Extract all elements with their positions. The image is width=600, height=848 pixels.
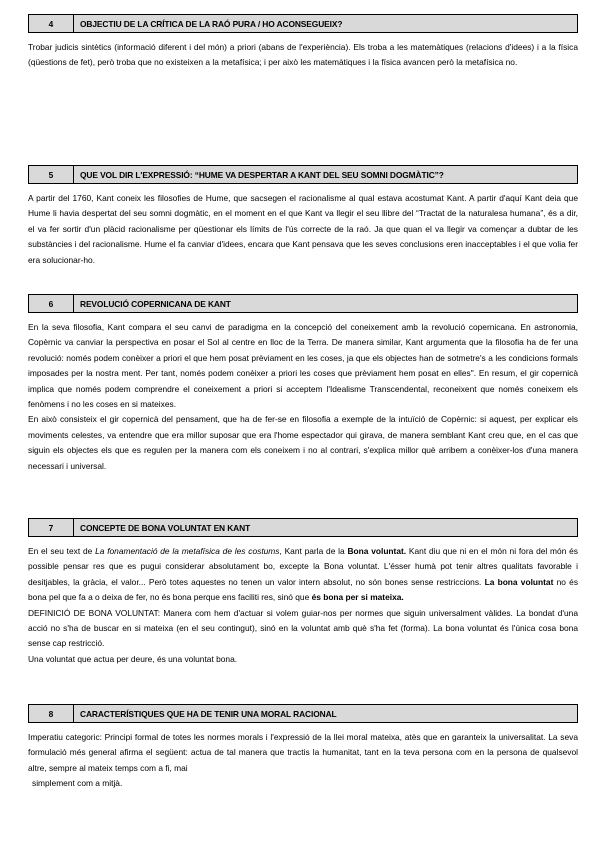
paragraph: En això consisteix el gir copernicà del pensament, que ha de fer-se en filosofia a exemple de la intuïció de Copèrnic: si aquest, per explicar els moviments celestes, va entendre que era millor suposar que era l'home espectador qui girava, de manera semblant Kant creu que, en el cas que siguin els objectes els que es regulen per la manera com els coneixem i no al contrari, s'explica millor què arribem a conèixer-los d'una manera necessari i universal.: [28, 414, 578, 471]
bold-term: és bona per si mateixa.: [311, 592, 404, 603]
section-5-body: [28, 191, 578, 268]
paragraph: Una voluntat que actua per deure, és una voluntat bona.: [28, 653, 238, 664]
section-title: CONCEPTE DE BONA VOLUNTAT EN KANT: [80, 522, 251, 533]
bold-term: Bona voluntat.: [347, 546, 407, 556]
section-4-header: [28, 14, 578, 33]
section-title: REVOLUCIÓ COPERNICANA DE KANT: [80, 298, 231, 309]
section-8-body: [28, 730, 578, 792]
bold-term: La bona voluntat: [484, 576, 554, 587]
text-run: , Kant parla de la: [279, 546, 348, 556]
paragraph: simplement com a mitjà.: [32, 778, 123, 789]
paragraph: Imperatiu categoric: Principi formal de totes les normes morals i l'expressió de la llei moral mateixa, atès que en garanteix la universalitat. La seva formulació més general afirma el següent: actua de tal manera que tractis la humanitat, tant en la teva persona com en la persona de qualsevol altre, sempre al mateix temps com a fi, mai: [28, 732, 578, 773]
section-title: QUE VOL DIR L'EXPRESSIÓ: “HUME VA DESPERTAR A KANT DEL SEU SOMNI DOGMÀTIC”?: [80, 169, 444, 180]
section-8: [28, 704, 578, 792]
text-run: Kant diu que ni en el món ni fora del món és possible pensar res que es pugui considerar absolutament bo, excepte la Bona voluntat. L'ésser humà pot tenir altres qualitats favorable i desitjables, la gràcia, el valor... Però totes aquestes no tenen un valor intern absolut, no són bones sense restriccions.: [28, 546, 578, 587]
section-number: 8: [29, 705, 74, 722]
section-4: [28, 14, 578, 71]
text-run: En el seu text de: [28, 546, 96, 556]
section-number: 7: [29, 519, 74, 536]
paragraph: Trobar judicis sintètics (informació diferent i del món) a priori (abans de l'experiència). Els troba a les matemàtiques (relacions d'idees) i a la física (qüestions de fet), però troba que no existeixen a la metafísica; i per això les matemàtiques i la física avancen però la metafísica no.: [28, 42, 578, 68]
section-number: 4: [29, 15, 74, 32]
section-number: 5: [29, 166, 74, 183]
section-6: [28, 294, 578, 474]
section-6-body: [28, 320, 578, 474]
paragraph: [28, 544, 578, 606]
section-5: [28, 165, 578, 268]
book-title: La fonamentació de la metafísica de les costums: [95, 546, 280, 556]
section-7-header: [28, 518, 578, 537]
paragraph: En la seva filosofia, Kant compara el seu canvi de paradigma en la concepció del coneixement amb la revolució copernicana. En astronomia, Copèrnic va canviar la perspectiva en posar el Sol al centre en lloc de la Terra. De manera similar, Kant argumenta que la filosofia ha de fer una revolució: només podem conèixer a priori el que hem posat prèviament en les coses, ja que els objectes han de sotmetre's a les condicions formals imposades per la nostra ment. Per tant, només podem conèixer a priori les coses que prèviament hem posat en elles". En resum, el gir copernicà implica que només podem comprendre el coneixement a priori si acceptem l'Idealisme Transcendental, reconeixent que només coneixem els fenòmens i no les coses en si mateixes.: [28, 322, 578, 410]
paragraph: A partir del 1760, Kant coneix les filosofies de Hume, que sacsegen el racionalisme al qual estava acostumat Kant. A partir d'aquí Kant deia que Hume li havia despertat del seu somni dogmàtic, en el moment en el que Kant va llegir el seu llibre del “Tractat de la naturalesa humana”, és a dir, el va fer sortir d'un plàcid racionalisme per qüestionar els límits de l'ús correcte de la raó. Ja que quan el va llegir va començar a dubtar de les substàncies i del racionalisme. Hume el fa canviar d'idees, encara que Kant pensava que les seves conclusions eren inacceptables i el que volia fer era solucionar-ho.: [28, 193, 578, 265]
section-4-body: [28, 40, 578, 71]
section-5-header: [28, 165, 578, 184]
section-8-header: [28, 704, 578, 723]
section-6-header: [28, 294, 578, 313]
section-title: OBJECTIU DE LA CRÍTICA DE LA RAÓ PURA / HO ACONSEGUEIX?: [80, 18, 343, 29]
section-title: CARACTERÍSTIQUES QUE HA DE TENIR UNA MORAL RACIONAL: [80, 708, 337, 719]
section-number: 6: [29, 295, 74, 312]
definition-paragraph: DEFINICIÓ DE BONA VOLUNTAT: Manera com hem d'actuar si volem guiar-nos per normes que siguin universalment vàlides. La bondat d'una acció no s'ha de buscar en si mateixa (en el seu contingut), sinó en la voluntat amb què s'ha fet (forma). La bona voluntat és l'única cosa bona sense cap restricció.: [28, 607, 578, 649]
section-7-body: [28, 544, 578, 667]
section-7: [28, 518, 578, 667]
text-run: no és bona pel que fa a o deixa de fer, no és bona perque ens faciliti res, sinó que: [28, 576, 579, 603]
